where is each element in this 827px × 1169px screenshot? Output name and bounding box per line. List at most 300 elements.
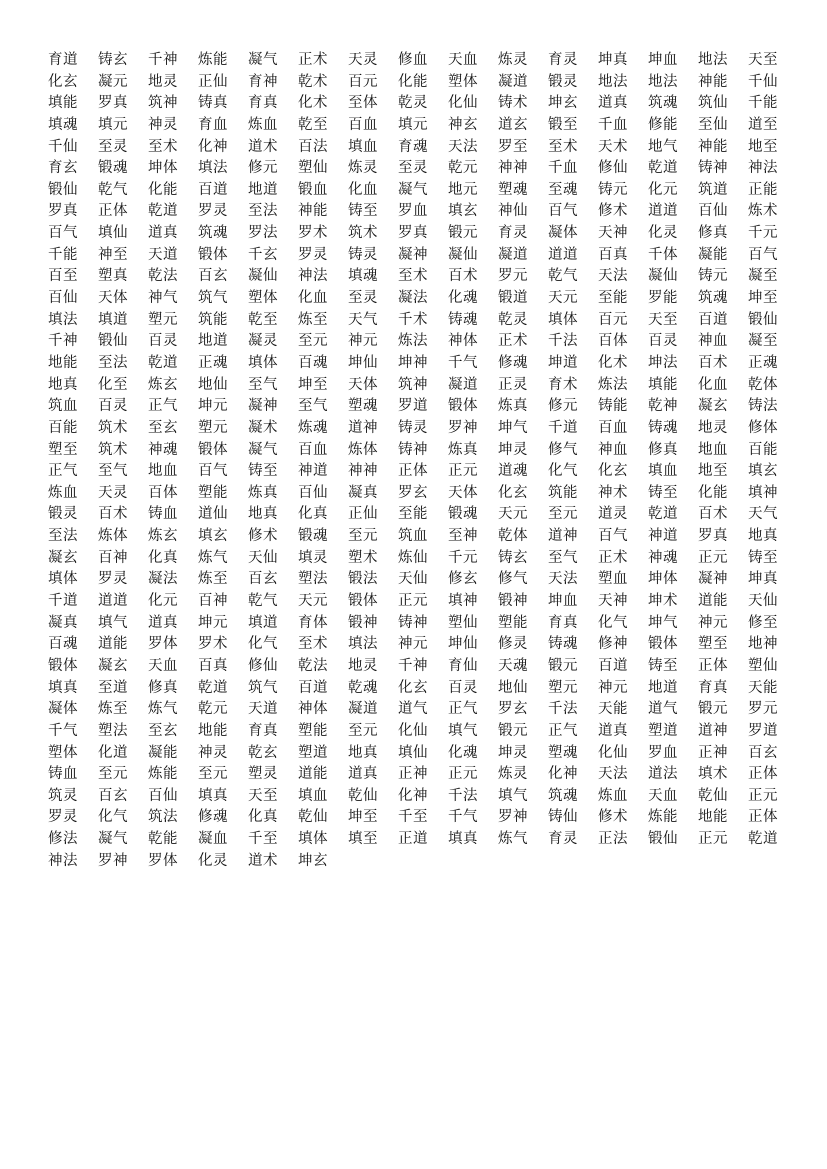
word-cell: 化神 <box>548 766 578 783</box>
word-cell: 罗至 <box>498 138 528 155</box>
word-cell: 凝仙 <box>648 268 678 285</box>
word-cell: 正体 <box>398 463 428 480</box>
word-cell: 坤仙 <box>448 636 478 653</box>
word-cell: 乾魂 <box>348 679 378 696</box>
word-cell: 地血 <box>698 441 728 458</box>
word-cell: 铸玄 <box>498 549 528 566</box>
word-cell: 道玄 <box>498 116 528 133</box>
word-row <box>48 288 792 310</box>
word-cell: 天元 <box>498 506 528 523</box>
word-cell: 百血 <box>298 441 328 458</box>
word-cell: 百术 <box>98 506 128 523</box>
word-cell: 育神 <box>248 73 278 90</box>
word-cell: 化血 <box>298 290 328 307</box>
word-cell: 乾仙 <box>698 787 728 804</box>
word-cell: 锻元 <box>448 225 478 242</box>
word-cell: 锻体 <box>198 441 228 458</box>
word-cell: 神能 <box>698 138 728 155</box>
word-cell: 正灵 <box>498 376 528 393</box>
word-cell: 育灵 <box>548 52 578 68</box>
word-cell: 正魂 <box>198 354 228 371</box>
word-cell: 地道 <box>198 333 228 350</box>
word-cell: 锻体 <box>48 657 78 674</box>
word-cell: 坤真 <box>598 52 628 68</box>
word-cell: 修真 <box>148 679 178 696</box>
word-row <box>48 656 792 678</box>
word-cell: 修神 <box>598 636 628 653</box>
word-cell: 百灵 <box>448 679 478 696</box>
word-cell: 铸灵 <box>398 419 428 436</box>
word-row <box>48 137 792 159</box>
word-cell: 神法 <box>748 160 778 177</box>
word-cell: 道道 <box>648 203 678 220</box>
word-cell: 神体 <box>448 333 478 350</box>
word-cell: 地气 <box>648 138 678 155</box>
word-cell: 地灵 <box>698 419 728 436</box>
word-cell: 修玄 <box>448 571 478 588</box>
word-cell: 炼至 <box>198 571 228 588</box>
word-cell: 至神 <box>448 528 478 545</box>
word-cell: 地能 <box>48 354 78 371</box>
word-row <box>48 699 792 721</box>
word-cell: 乾法 <box>298 657 328 674</box>
word-cell: 凝气 <box>98 831 128 848</box>
word-cell: 千能 <box>748 95 778 112</box>
word-row <box>48 266 792 288</box>
word-cell: 至气 <box>298 398 328 415</box>
word-cell: 正元 <box>748 787 778 804</box>
word-cell: 百能 <box>48 419 78 436</box>
word-cell: 筑血 <box>398 528 428 545</box>
word-cell: 筑术 <box>348 225 378 242</box>
word-cell: 铸至 <box>648 484 678 501</box>
word-cell: 塑至 <box>698 636 728 653</box>
word-cell: 正元 <box>448 463 478 480</box>
word-cell: 百法 <box>298 138 328 155</box>
word-cell: 坤仙 <box>348 354 378 371</box>
word-cell: 天魂 <box>498 657 528 674</box>
word-cell: 天神 <box>598 593 628 610</box>
word-cell: 天道 <box>248 701 278 718</box>
word-cell: 百气 <box>748 246 778 263</box>
word-cell: 坤元 <box>198 398 228 415</box>
word-cell: 凝道 <box>348 701 378 718</box>
word-cell: 炼法 <box>598 376 628 393</box>
word-cell: 凝仙 <box>248 268 278 285</box>
word-cell: 化元 <box>648 181 678 198</box>
word-cell: 神玄 <box>448 116 478 133</box>
word-cell: 填道 <box>248 614 278 631</box>
word-cell: 地能 <box>198 722 228 739</box>
word-cell: 填玄 <box>448 203 478 220</box>
word-cell: 乾气 <box>548 268 578 285</box>
word-cell: 填能 <box>48 95 78 112</box>
word-cell: 筑神 <box>148 95 178 112</box>
word-cell: 填神 <box>748 484 778 501</box>
word-cell: 化能 <box>698 484 728 501</box>
word-cell: 百道 <box>198 181 228 198</box>
word-cell: 乾道 <box>748 831 778 848</box>
word-cell: 炼能 <box>148 766 178 783</box>
word-cell: 塑术 <box>348 549 378 566</box>
word-cell: 罗灵 <box>198 203 228 220</box>
word-cell: 百玄 <box>198 268 228 285</box>
word-cell: 道能 <box>698 593 728 610</box>
word-cell: 炼真 <box>248 484 278 501</box>
word-cell: 正气 <box>548 722 578 739</box>
word-cell: 育真 <box>548 614 578 631</box>
word-cell: 化真 <box>148 549 178 566</box>
word-cell: 道真 <box>148 614 178 631</box>
word-cell: 塑能 <box>198 484 228 501</box>
word-cell: 凝道 <box>448 376 478 393</box>
word-cell: 地法 <box>648 73 678 90</box>
word-cell: 凝至 <box>748 333 778 350</box>
word-cell: 罗术 <box>298 225 328 242</box>
word-cell: 罗道 <box>748 722 778 739</box>
word-cell: 正神 <box>698 744 728 761</box>
word-cell: 育真 <box>698 679 728 696</box>
word-cell: 百能 <box>748 441 778 458</box>
word-cell: 筑能 <box>198 311 228 328</box>
word-cell: 坤至 <box>298 376 328 393</box>
word-cell: 百玄 <box>748 744 778 761</box>
word-cell: 凝仙 <box>448 246 478 263</box>
word-cell: 化仙 <box>598 744 628 761</box>
word-cell: 凝至 <box>748 268 778 285</box>
word-cell: 塑能 <box>298 722 328 739</box>
word-cell: 坤气 <box>648 614 678 631</box>
word-cell: 凝道 <box>498 246 528 263</box>
word-cell: 神气 <box>148 290 178 307</box>
word-cell: 至元 <box>548 506 578 523</box>
word-cell: 填真 <box>48 679 78 696</box>
word-cell: 填魂 <box>48 116 78 133</box>
word-cell: 正气 <box>448 701 478 718</box>
word-cell: 筑灵 <box>48 787 78 804</box>
word-cell: 育仙 <box>448 657 478 674</box>
word-cell: 化灵 <box>648 225 678 242</box>
word-cell: 天道 <box>148 246 178 263</box>
word-cell: 铸元 <box>698 268 728 285</box>
word-cell: 地真 <box>348 744 378 761</box>
word-cell: 百气 <box>48 225 78 242</box>
word-cell: 化术 <box>598 354 628 371</box>
word-cell: 筑魂 <box>698 290 728 307</box>
word-row <box>48 158 792 180</box>
word-cell: 化神 <box>398 787 428 804</box>
word-cell: 填仙 <box>398 744 428 761</box>
word-cell: 罗体 <box>148 636 178 653</box>
word-cell: 炼体 <box>98 528 128 545</box>
word-cell: 正魂 <box>748 354 778 371</box>
word-cell: 天体 <box>348 376 378 393</box>
word-row <box>48 526 792 548</box>
word-cell: 凝玄 <box>48 549 78 566</box>
word-cell: 锻仙 <box>748 311 778 328</box>
word-cell: 千至 <box>248 831 278 848</box>
word-cell: 筑魂 <box>648 95 678 112</box>
word-cell: 修术 <box>598 809 628 826</box>
word-cell: 铸至 <box>348 203 378 220</box>
word-cell: 炼仙 <box>398 549 428 566</box>
word-cell: 至玄 <box>148 722 178 739</box>
word-cell: 修能 <box>648 116 678 133</box>
word-cell: 道真 <box>148 225 178 242</box>
word-cell: 百术 <box>698 506 728 523</box>
word-cell: 修气 <box>498 571 528 588</box>
word-row <box>48 851 792 873</box>
word-cell: 填法 <box>348 636 378 653</box>
word-cell: 铸能 <box>598 398 628 415</box>
word-cell: 百道 <box>698 311 728 328</box>
word-cell: 至术 <box>298 636 328 653</box>
word-cell: 凝神 <box>398 246 428 263</box>
word-row <box>48 483 792 505</box>
word-cell: 神道 <box>298 463 328 480</box>
word-grid <box>48 50 792 872</box>
word-cell: 道仙 <box>198 506 228 523</box>
word-cell: 化玄 <box>48 73 78 90</box>
word-cell: 塑血 <box>598 571 628 588</box>
word-cell: 千气 <box>448 809 478 826</box>
word-cell: 道气 <box>398 701 428 718</box>
word-cell: 罗真 <box>98 95 128 112</box>
word-cell: 修真 <box>698 225 728 242</box>
word-cell: 乾元 <box>198 701 228 718</box>
word-cell: 百体 <box>148 484 178 501</box>
word-cell: 神元 <box>398 636 428 653</box>
word-row <box>48 115 792 137</box>
word-cell: 坤灵 <box>498 441 528 458</box>
word-cell: 天法 <box>598 268 628 285</box>
word-cell: 修术 <box>598 203 628 220</box>
word-cell: 育体 <box>298 614 328 631</box>
word-cell: 地真 <box>748 528 778 545</box>
word-cell: 锻灵 <box>48 506 78 523</box>
word-cell: 至法 <box>248 203 278 220</box>
word-cell: 填气 <box>98 614 128 631</box>
word-cell: 塑元 <box>198 419 228 436</box>
word-cell: 炼至 <box>98 701 128 718</box>
word-cell: 天灵 <box>348 52 378 68</box>
word-cell: 正能 <box>748 181 778 198</box>
word-cell: 凝血 <box>198 831 228 848</box>
word-cell: 百仙 <box>148 787 178 804</box>
word-cell: 罗真 <box>698 528 728 545</box>
word-cell: 凝法 <box>398 290 428 307</box>
word-cell: 凝气 <box>398 181 428 198</box>
word-cell: 神灵 <box>198 744 228 761</box>
word-cell: 罗真 <box>398 225 428 242</box>
word-cell: 地法 <box>598 73 628 90</box>
word-cell: 塑魂 <box>548 744 578 761</box>
word-row <box>48 93 792 115</box>
word-cell: 铸魂 <box>448 311 478 328</box>
word-cell: 正术 <box>498 333 528 350</box>
word-cell: 地仙 <box>198 376 228 393</box>
word-cell: 化神 <box>198 138 228 155</box>
word-cell: 坤体 <box>148 160 178 177</box>
word-cell: 正术 <box>598 549 628 566</box>
word-cell: 千道 <box>548 419 578 436</box>
word-cell: 锻法 <box>348 571 378 588</box>
word-cell: 天气 <box>748 506 778 523</box>
word-cell: 罗血 <box>648 744 678 761</box>
word-cell: 填法 <box>48 311 78 328</box>
word-cell: 坤至 <box>748 290 778 307</box>
word-cell: 神元 <box>598 679 628 696</box>
word-cell: 塑至 <box>48 441 78 458</box>
word-cell: 凝真 <box>48 614 78 631</box>
word-cell: 千气 <box>448 354 478 371</box>
word-cell: 填术 <box>698 766 728 783</box>
word-cell: 塑体 <box>448 73 478 90</box>
word-cell: 百术 <box>448 268 478 285</box>
word-cell: 炼能 <box>198 52 228 68</box>
word-cell: 千气 <box>48 722 78 739</box>
word-cell: 至气 <box>248 376 278 393</box>
word-cell: 正体 <box>748 766 778 783</box>
word-cell: 百体 <box>598 333 628 350</box>
word-cell: 正气 <box>148 398 178 415</box>
word-cell: 地至 <box>748 138 778 155</box>
word-cell: 凝神 <box>698 571 728 588</box>
word-row <box>48 764 792 786</box>
word-cell: 至灵 <box>98 138 128 155</box>
word-cell: 铸神 <box>398 441 428 458</box>
word-cell: 正神 <box>398 766 428 783</box>
word-cell: 炼法 <box>398 333 428 350</box>
word-cell: 千法 <box>448 787 478 804</box>
word-cell: 千神 <box>48 333 78 350</box>
word-row <box>48 201 792 223</box>
word-cell: 填至 <box>348 831 378 848</box>
word-row <box>48 634 792 656</box>
word-cell: 道灵 <box>598 506 628 523</box>
word-row <box>48 50 792 72</box>
word-cell: 填神 <box>448 593 478 610</box>
word-cell: 神元 <box>348 333 378 350</box>
word-cell: 铸至 <box>248 463 278 480</box>
word-row <box>48 72 792 94</box>
word-cell: 神道 <box>648 528 678 545</box>
word-cell: 炼能 <box>648 809 678 826</box>
word-cell: 乾灵 <box>398 95 428 112</box>
word-cell: 填玄 <box>748 463 778 480</box>
word-cell: 填血 <box>298 787 328 804</box>
word-cell: 正元 <box>698 549 728 566</box>
word-cell: 筑气 <box>248 679 278 696</box>
word-cell: 锻道 <box>498 290 528 307</box>
word-row <box>48 418 792 440</box>
word-cell: 修魂 <box>498 354 528 371</box>
word-cell: 锻神 <box>498 593 528 610</box>
word-cell: 锻仙 <box>48 181 78 198</box>
word-cell: 道至 <box>748 116 778 133</box>
word-cell: 百元 <box>598 311 628 328</box>
word-cell: 百灵 <box>148 333 178 350</box>
word-cell: 神魂 <box>648 549 678 566</box>
word-cell: 千仙 <box>748 73 778 90</box>
word-cell: 坤气 <box>498 419 528 436</box>
word-cell: 至术 <box>548 138 578 155</box>
word-cell: 神血 <box>698 333 728 350</box>
word-cell: 天血 <box>148 657 178 674</box>
word-cell: 坤血 <box>648 52 678 68</box>
word-cell: 正元 <box>448 766 478 783</box>
word-cell: 凝元 <box>98 73 128 90</box>
word-cell: 化至 <box>98 376 128 393</box>
word-cell: 天血 <box>448 52 478 68</box>
word-cell: 正仙 <box>198 73 228 90</box>
word-cell: 塑仙 <box>748 657 778 674</box>
word-cell: 填血 <box>348 138 378 155</box>
word-cell: 填能 <box>648 376 678 393</box>
word-cell: 炼真 <box>448 441 478 458</box>
word-cell: 乾道 <box>198 679 228 696</box>
word-cell: 神法 <box>298 268 328 285</box>
word-cell: 化气 <box>598 614 628 631</box>
word-cell: 凝体 <box>548 225 578 242</box>
word-cell: 罗玄 <box>498 701 528 718</box>
word-cell: 炼术 <box>748 203 778 220</box>
word-row <box>48 591 792 613</box>
word-cell: 神能 <box>698 73 728 90</box>
word-cell: 乾道 <box>148 203 178 220</box>
word-cell: 百灵 <box>648 333 678 350</box>
word-cell: 炼灵 <box>498 766 528 783</box>
word-cell: 坤神 <box>398 354 428 371</box>
word-cell: 筑法 <box>148 809 178 826</box>
word-cell: 锻至 <box>548 116 578 133</box>
word-cell: 化真 <box>248 809 278 826</box>
word-cell: 地元 <box>448 181 478 198</box>
word-cell: 百血 <box>598 419 628 436</box>
word-cell: 天神 <box>598 225 628 242</box>
word-cell: 千至 <box>398 809 428 826</box>
word-cell: 炼真 <box>498 398 528 415</box>
word-cell: 地真 <box>48 376 78 393</box>
word-cell: 修灵 <box>498 636 528 653</box>
word-cell: 化仙 <box>398 722 428 739</box>
word-cell: 塑灵 <box>248 766 278 783</box>
word-cell: 罗真 <box>48 203 78 220</box>
word-cell: 锻体 <box>348 593 378 610</box>
word-cell: 乾道 <box>648 506 678 523</box>
word-cell: 道神 <box>348 419 378 436</box>
word-cell: 道法 <box>648 766 678 783</box>
word-cell: 正体 <box>748 809 778 826</box>
word-cell: 炼血 <box>48 484 78 501</box>
word-cell: 百血 <box>348 116 378 133</box>
word-cell: 至能 <box>398 506 428 523</box>
word-cell: 化玄 <box>498 484 528 501</box>
word-cell: 道能 <box>298 766 328 783</box>
word-cell: 千血 <box>598 116 628 133</box>
word-cell: 地仙 <box>498 679 528 696</box>
word-cell: 神血 <box>598 441 628 458</box>
word-cell: 天仙 <box>248 549 278 566</box>
word-cell: 乾玄 <box>248 744 278 761</box>
word-cell: 百道 <box>598 657 628 674</box>
word-cell: 坤道 <box>548 354 578 371</box>
word-cell: 塑道 <box>298 744 328 761</box>
word-cell: 至体 <box>348 95 378 112</box>
word-cell: 千神 <box>148 52 178 68</box>
word-cell: 修血 <box>398 52 428 68</box>
word-cell: 百气 <box>548 203 578 220</box>
